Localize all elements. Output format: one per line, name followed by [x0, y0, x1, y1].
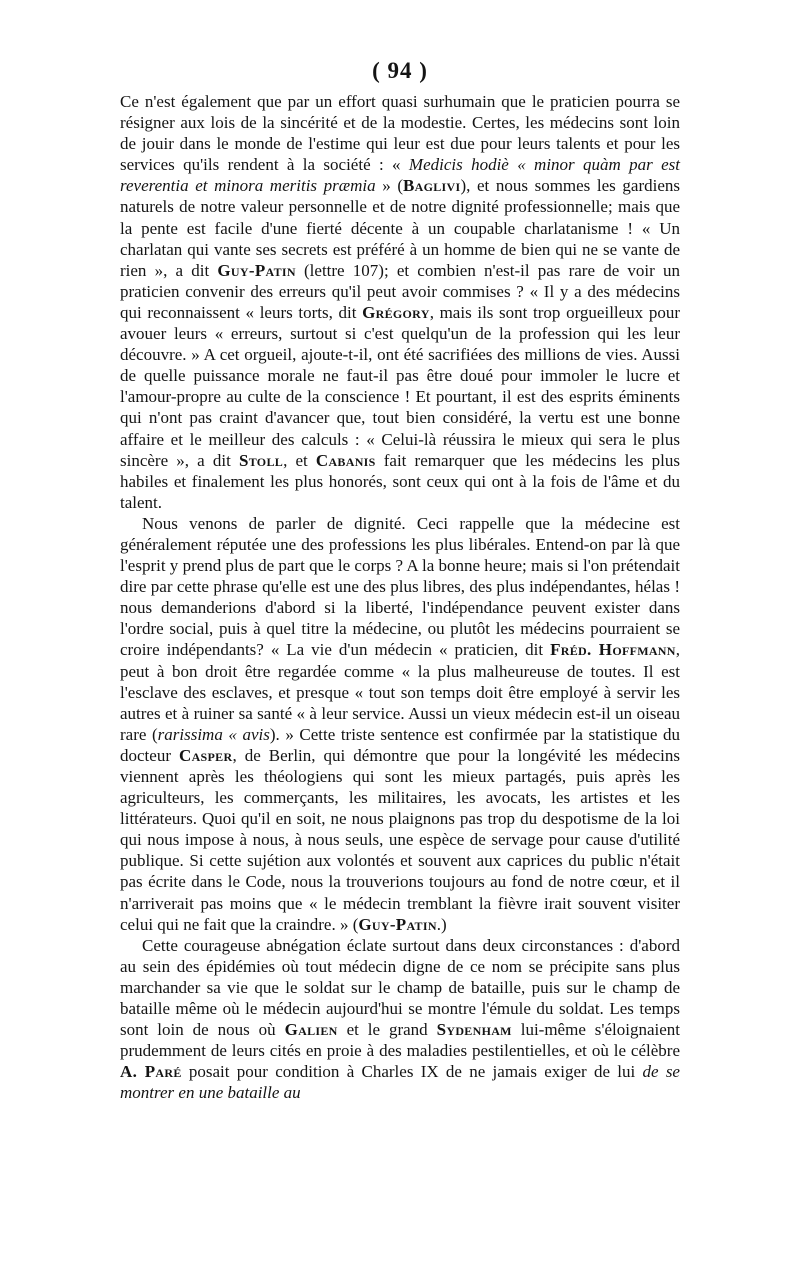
text-run: fait remarquer que les médecins les plus habiles et finalement les plus honorés, sont ceux qui ont à la fois de l'âme et du talent.: [120, 450, 680, 512]
cited-name: Fréd. Hoffmann: [550, 640, 676, 660]
text-run: , de Berlin, qui démontre que pour la longévité les médecins viennent après les théologiens qui sont les mieux partagés, puis après les agriculteurs, les commerçants, les militaires, les avocats, les artistes et les littérateurs. Quoi qu'il en soit, ne nous plaignons pas trop du despotisme de la loi qui nous impose à nous, à nous seuls, une espèce de servage pour cause d'utilité publique. Si cette sujétion aux volontés et souvent aux caprices du public n'était pas écrite dans le Code, nous la trouverions toujours au fond de notre cœur, et il n'arriverait pas moins que « le médecin tremblant la fièvre irait souvent visiter celui qui ne fait que la craindre. » (: [120, 745, 680, 934]
cited-name: Guy-Patin: [217, 260, 296, 280]
text-run: , peut à bon droit être regardée comme « la plus malheureuse de toutes. Il est l'esclave des esclaves, et presque « tout son temps doit être employé à servir les autres et à ruiner sa santé « à leur service. Aussi un vieux médecin est-il un oiseau rare (: [120, 640, 680, 744]
cited-name: Cabanis: [315, 450, 376, 470]
text-run: posait pour condition à Charles IX de ne jamais exiger de lui: [181, 1062, 643, 1082]
cited-name: A. Paré: [120, 1062, 182, 1082]
text-run: Nous venons de parler de dignité. Ceci rappelle que la médecine est généralement réputée une des professions les plus libérales. Entend-on par là que l'esprit y prend plus de part que le corps ? A la bonne heure; mais si l'on prétendait dire par cette phrase qu'elle est une des plus libres, des plus indépendantes, hélas ! nous demanderions d'abord si la liberté, l'indépendance peuvent exister dans l'ordre social, puis à quel titre la médecine, ou plutôt les médecins pourraient se croire indépendants? « La vie d'un médecin « praticien, dit: [120, 513, 680, 660]
cited-name: Grégory: [362, 302, 430, 322]
italic-text: rarissima « avis: [157, 724, 270, 744]
text-run: et le grand: [337, 1020, 437, 1040]
paragraph-2: [120, 513, 680, 935]
text-run: Ce n'est également que par un effort quasi surhumain que le praticien pourra se résigner aux lois de la sincérité et de la modestie. Certes, les médecins sont loin de jouir dans le monde de l'estime qui leur est due pour leurs talents et pour les services qu'ils rendent à la société : «: [120, 92, 680, 175]
italic-text: Medicis hodiè « minor quàm par est reverentia et minora meritis præmia: [120, 155, 680, 196]
body-text: [120, 91, 680, 1104]
text-run: .): [436, 914, 447, 934]
page-number: ( 94 ): [372, 58, 428, 83]
text-run: , et: [283, 450, 316, 470]
cited-name: Casper: [179, 745, 233, 765]
cited-name: Stoll: [238, 450, 284, 470]
text-run: (lettre 107); et combien n'est-il pas rare de voir un praticien convenir des erreurs qu'il peut avoir commises ? « Il y a des médecins qui reconnaissent « leurs torts, dit: [120, 260, 680, 322]
paragraph-1: [120, 91, 680, 513]
text-run: lui-même s'éloignaient prudemment de leurs cités en proie à des maladies pestilentielles, et où le célèbre: [120, 1020, 681, 1061]
paragraph-3: [120, 935, 680, 1104]
text-run: ). » Cette triste sentence est confirmée par la statistique du docteur: [120, 724, 680, 765]
cited-name: Baglivi: [403, 176, 461, 196]
text-run: , mais ils sont trop orgueilleux pour avouer leurs « erreurs, surtout si c'est quelqu'un de la profession qui les leur découvre. » A cet orgueil, ajoute-t-il, ont été sacrifiées des millions de vies. Aussi de quelle puissance morale ne faut-il pas être doué pour immoler le lucre et l'amour-propre au culte de la conscience ! Et pourtant, il est des esprits éminents qui n'ont pas craint d'avancer que, tout bien considéré, la vertu est une bonne affaire et le meilleur des calculs : « Celui-là réussira le mieux qui sera le plus sincère », a dit: [120, 302, 680, 470]
italic-text: de se montrer en une bataille au: [120, 1062, 680, 1103]
text-run: Cette courageuse abnégation éclate surtout dans deux circonstances : d'abord au sein des épidémies où tout médecin digne de ce nom se précipite sans plus marchander sa vie que le soldat sur le champ de bataille, puis sur le champ de bataille même où le médecin aujourd'hui se montre l'émule du soldat. Les temps sont loin de nous où: [120, 935, 680, 1040]
text-run: ), et nous sommes les gardiens naturels de notre valeur personnelle et de notre dignité professionnelle; mais que la pente est facile d'une fierté décente à un coupable charlatanisme ! « Un charlatan qui vante ses secrets est préféré à un homme de bien qui ne se vante de rien », a dit: [120, 176, 680, 280]
cited-name: Galien: [284, 1020, 338, 1040]
cited-name: Guy-Patin: [358, 914, 437, 934]
text-run: » (: [375, 176, 403, 196]
cited-name: Sydenham: [436, 1020, 512, 1040]
